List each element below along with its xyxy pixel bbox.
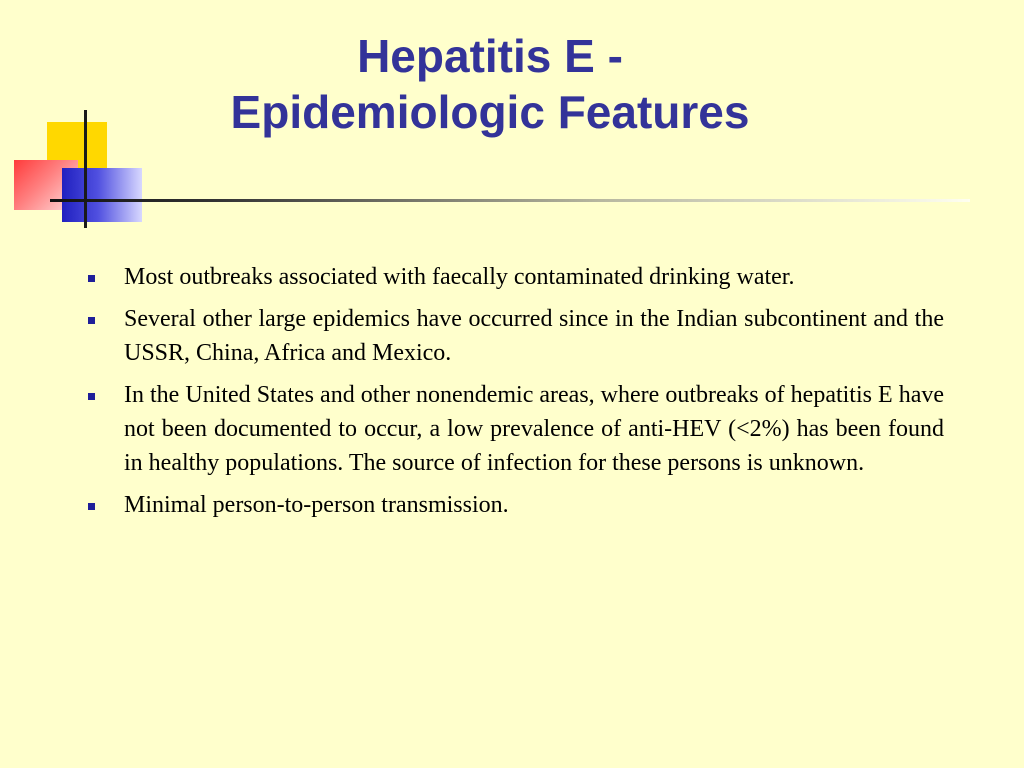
bullet-text: Several other large epidemics have occurred since in the Indian subcontinent and the USSR, China, Africa and Mexico.: [124, 306, 944, 366]
title-line-2: Epidemiologic Features: [230, 86, 750, 138]
bullet-item: [84, 378, 944, 480]
bullet-text: Minimal person-to-person transmission.: [124, 492, 509, 518]
slide-title: [150, 28, 830, 140]
title-line-1: Hepatitis E -: [357, 30, 623, 82]
bullet-item: [84, 260, 944, 294]
vertical-line: [84, 110, 87, 228]
square-bullet-icon: [88, 503, 95, 510]
blue-square: [62, 168, 142, 222]
bullet-text: In the United States and other nonendemic areas, where outbreaks of hepatitis E have not been documented to occur, a low prevalence of anti-HEV (<2%) has been found in healthy populations. The source of infection for these persons is unknown.: [124, 382, 944, 476]
square-bullet-icon: [88, 393, 95, 400]
square-bullet-icon: [88, 317, 95, 324]
bullet-list: [84, 260, 944, 530]
decorative-logo: [0, 0, 160, 240]
bullet-text: Most outbreaks associated with faecally contaminated drinking water.: [124, 264, 795, 290]
title-divider-line: [50, 199, 970, 202]
square-bullet-icon: [88, 275, 95, 282]
bullet-item: [84, 488, 944, 522]
bullet-item: [84, 302, 944, 370]
